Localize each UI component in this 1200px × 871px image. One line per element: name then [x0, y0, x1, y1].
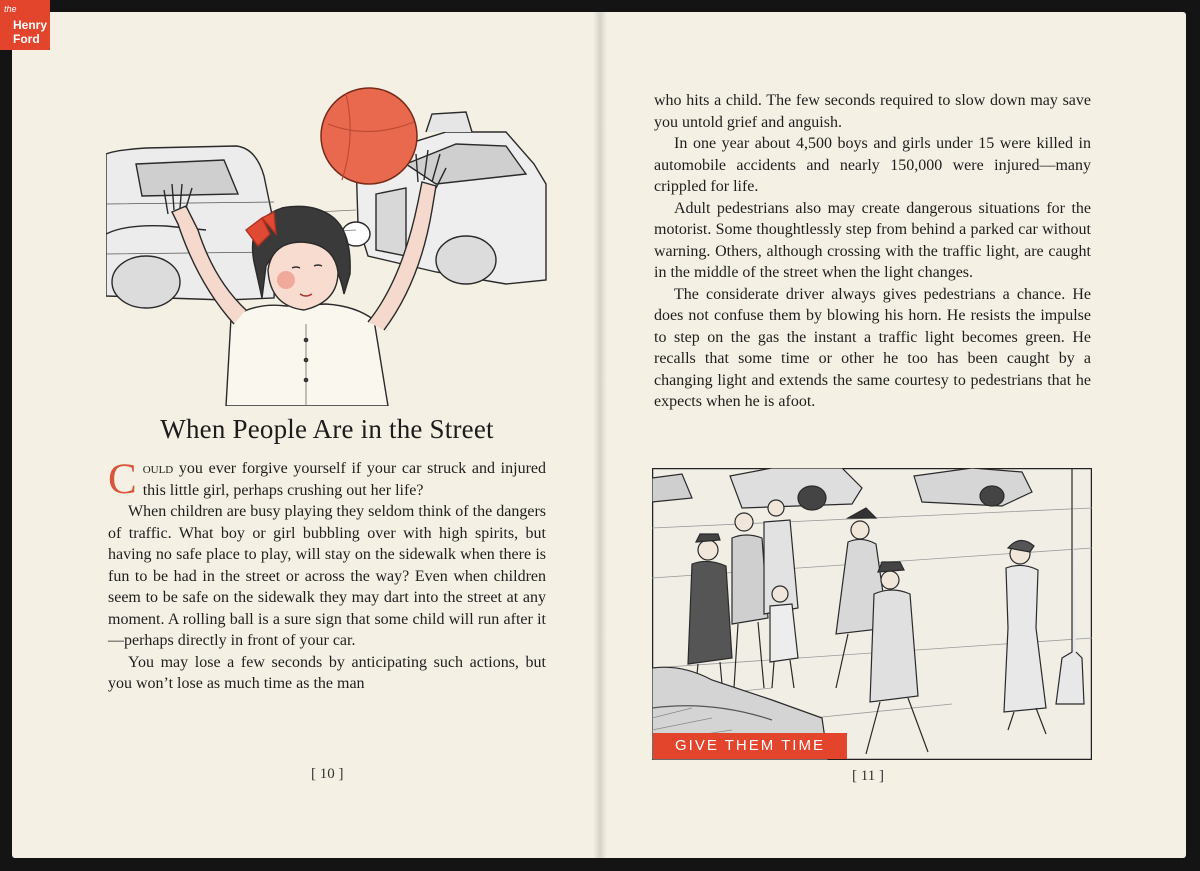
left-paragraph-1-rest: you ever forgive yourself if your car struck and injured this little girl, perhaps crushing out her life?: [142, 460, 546, 499]
caption-give-them-time: GIVE THEM TIME: [653, 733, 847, 759]
girl-dress: [226, 304, 388, 406]
logo-henry: Henry: [13, 18, 48, 32]
left-paragraph-3: You may lose a few seconds by anticipating such actions, but you won’t lose as much time as the man: [108, 653, 546, 692]
henry-ford-logo: [0, 0, 50, 50]
page-number-right: [ 11 ]: [852, 768, 884, 784]
girl-with-ball-illustration: [106, 84, 548, 406]
section-title: When People Are in the Street: [160, 414, 494, 444]
left-paragraph-2: When children are busy playing they seldom think of the dangers of traffic. What boy or girl bubbling over with high spirits, but having no safe place to play, will stay on the sidewalk when there is fun to be had in the street or across the way? Even when children seem to be safe on the sidewalk they may dart into the street at any moment. A rolling ball is a sure sign that some child will run after it—perhaps directly in front of your car.: [108, 503, 546, 649]
drop-cap: C: [108, 456, 137, 503]
red-ball: [321, 88, 417, 184]
right-paragraph-2: In one year about 4,500 boys and girls under 15 were killed in automobile accidents and nearly 150,000 were injured—many crippled for life.: [654, 135, 1091, 195]
right-body-text: [654, 90, 1091, 413]
right-paragraph-4: The considerate driver always gives pedestrians a chance. He does not confuse them by blowing his horn. He resists the impulse to step on the gas the instant a traffic light becomes green. He recalls that some time or other he too has been caught by a changing light and extends the same courtesy to pedestrians that he expects when he is afoot.: [654, 285, 1091, 410]
right-paragraph-3: Adult pedestrians also may create dangerous situations for the motorist. Some thoughtlessly step from behind a parked car without warning. Others, although crossing with the traffic light, are caught in the middle of the street when the light changes.: [654, 199, 1091, 281]
page-number-left: [ 10 ]: [311, 766, 344, 782]
logo-ford: Ford: [13, 32, 40, 46]
logo-the: the: [4, 4, 17, 14]
opening-word: ould: [142, 460, 174, 477]
left-paragraph-1: [108, 458, 546, 501]
right-paragraph-1: who hits a child. The few seconds required to slow down may save you untold grief and anguish.: [654, 92, 1091, 131]
pedestrians-crossing-illustration: [652, 468, 1092, 760]
car-top-right: [914, 468, 1032, 506]
car-top-middle: [730, 468, 862, 508]
left-body-text: [108, 458, 546, 695]
book-gutter: [593, 12, 607, 858]
